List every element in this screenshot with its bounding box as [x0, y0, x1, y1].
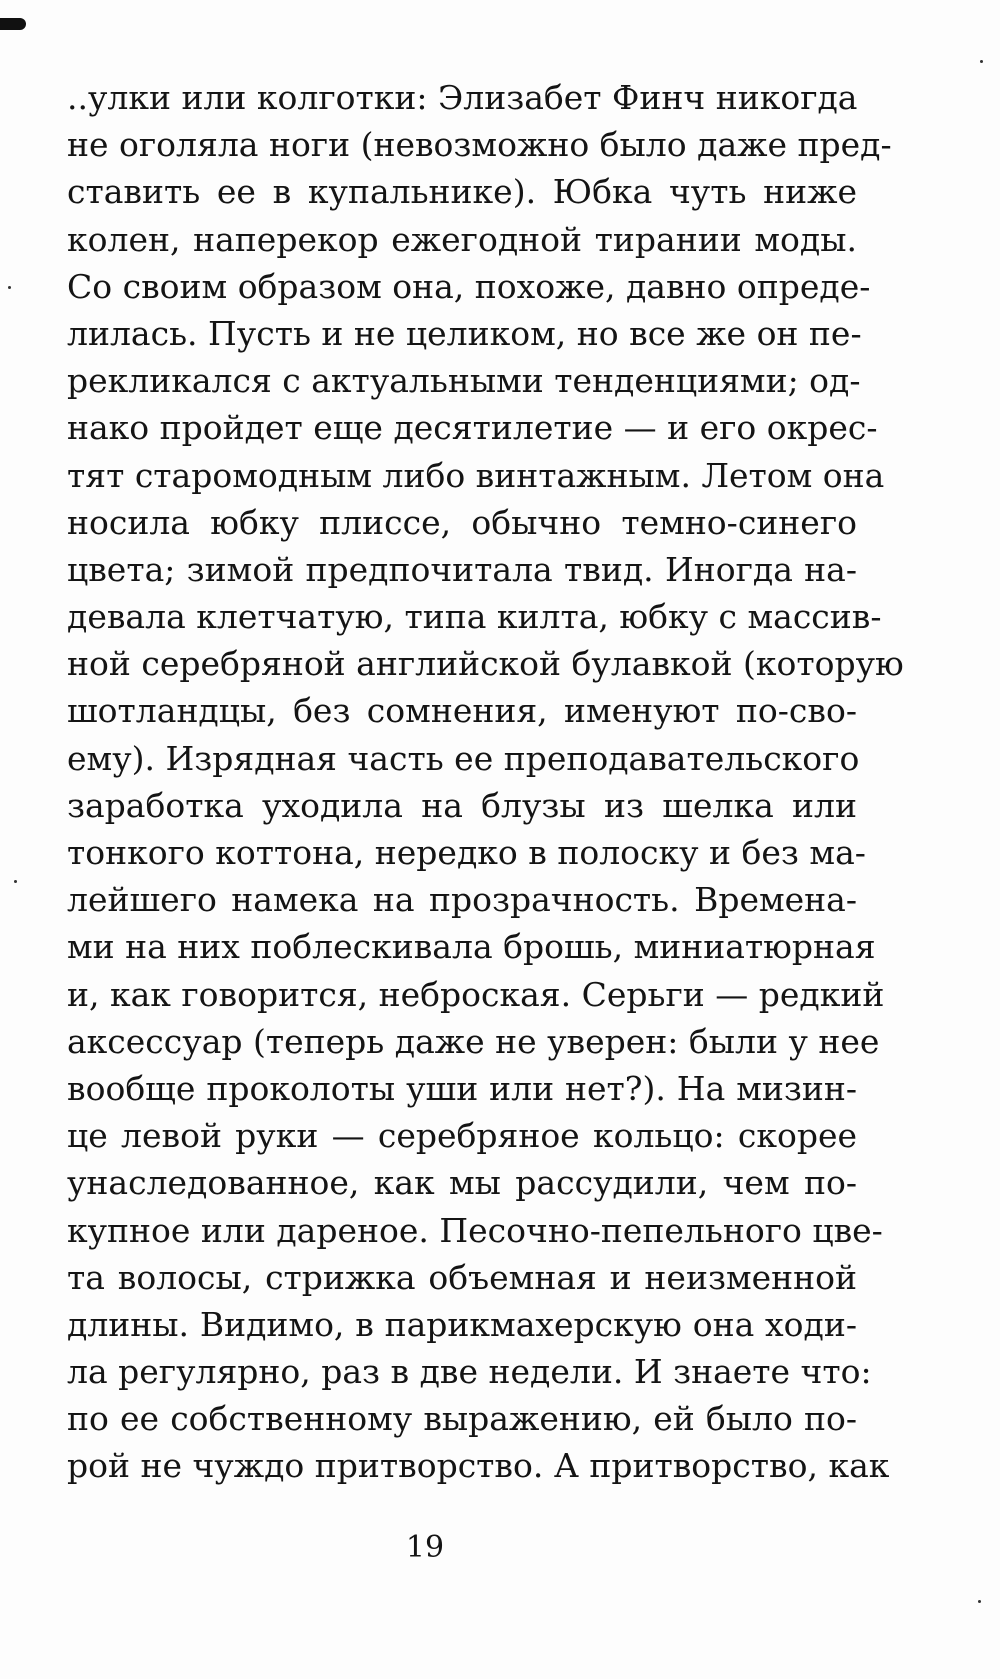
text-line: по ее собственному выражению, ей было по-	[67, 1399, 857, 1439]
page-number: 19	[405, 1530, 445, 1565]
scan-speck	[980, 60, 983, 63]
text-line: унаследованное, как мы рассудили, чем по-	[67, 1163, 857, 1203]
text-line: лилась. Пусть и не целиком, но все же он пе-	[67, 313, 862, 353]
text-line: длины. Видимо, в парикмахерскую она ходи-	[67, 1304, 857, 1344]
text-line: ..улки или колготки: Элизабет Финч никогда	[67, 78, 858, 117]
text-line: тят старомодным либо винтажным. Летом она	[67, 455, 885, 495]
text-line: лейшего намека на прозрачность. Времена-	[67, 880, 857, 920]
text-line: шотландцы, без сомнения, именуют по-сво-	[67, 691, 857, 731]
text-line: рекликался с актуальными тенденциями; од-	[67, 361, 861, 401]
text-line: та волосы, стрижка объемная и неизменной	[67, 1257, 857, 1297]
text-line: носила юбку плиссе, обычно темно-синего	[67, 502, 857, 542]
text-line: Со своим образом она, похоже, давно опреде-	[67, 266, 871, 306]
text-line: цвета; зимой предпочитала твид. Иногда на-	[67, 549, 857, 589]
text-line: девала клетчатую, типа килта, юбку с массив-	[67, 597, 882, 637]
text-line: ной серебряной английской булавкой (которую	[67, 644, 904, 684]
text-line: аксессуар (теперь даже не уверен: были у нее	[67, 1021, 880, 1061]
text-line: ла регулярно, раз в две недели. И знаете что:	[67, 1352, 872, 1392]
text-line: це левой руки — серебряное кольцо: скорее	[67, 1116, 857, 1156]
scan-speck	[14, 880, 17, 883]
text-line: ставить ее в купальнике). Юбка чуть ниже	[67, 172, 857, 212]
text-line: купное или дареное. Песочно-пепельного цве-	[67, 1210, 883, 1250]
text-line: не оголяла ноги (невозможно было даже пред-	[67, 125, 892, 165]
text-line: рой не чуждо притворство. А притворство, как	[67, 1446, 890, 1486]
text-line: вообще проколоты уши или нет?). На мизин-	[67, 1068, 857, 1108]
text-line: и, как говорится, неброская. Серьги — редкий	[67, 974, 885, 1014]
scan-speck	[8, 286, 11, 289]
text-line: нако пройдет еще десятилетие — и его окрес-	[67, 408, 878, 448]
text-line: колен, наперекор ежегодной тирании моды.	[67, 219, 857, 259]
text-line: тонкого коттона, нередко в полоску и без ма-	[67, 833, 866, 872]
text-line: заработка уходила на блузы из шелка или	[67, 785, 857, 825]
scan-speck	[978, 1600, 981, 1603]
text-line: ми на них поблескивала брошь, миниатюрная	[67, 927, 876, 967]
text-line: ему). Изрядная часть ее преподавательского	[67, 738, 860, 778]
body-text	[67, 74, 904, 1490]
scan-edge-mark	[0, 18, 26, 30]
